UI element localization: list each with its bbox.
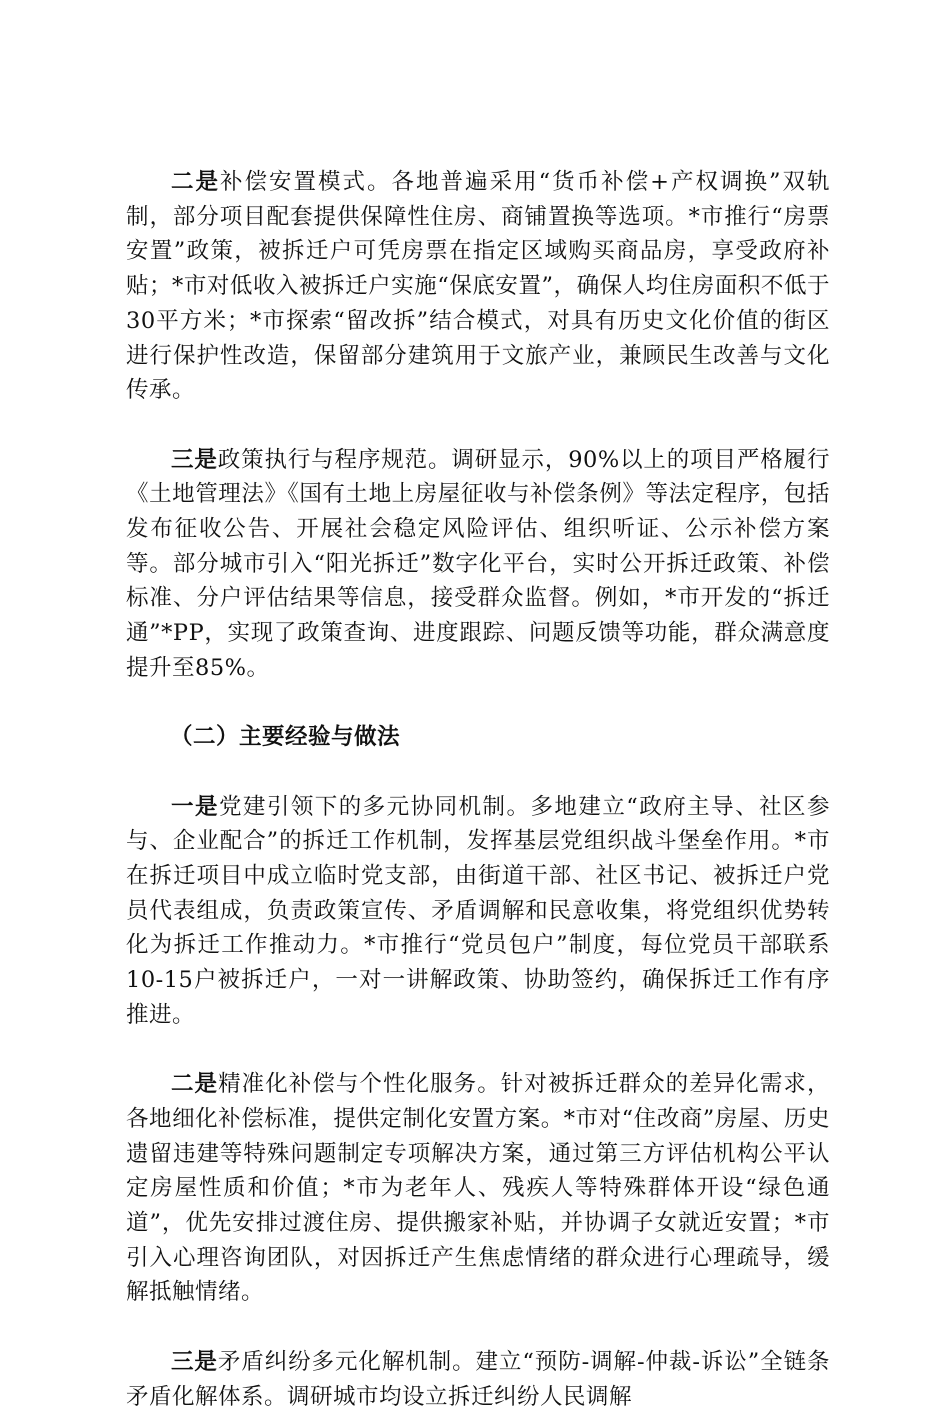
paragraph-text: 精准化补偿与个性化服务。针对被拆迁群众的差异化需求，各地细化补偿标准，提供定制化安置方案。*市对“住改商”房屋、历史遗留违建等特殊问题制定专项解决方案，通过第三方评估机构公平认定房屋性质和价值；*市为老年人、残疾人等特殊群体开设“绿色通道”，优先安排过渡住房、提供搬家补贴，并协调子女就近安置；*市引入心理咨询团队，对因拆迁产生焦虑情绪的群众进行心理疏导，缓解抵触情绪。 xyxy=(126,1071,830,1306)
paragraph-text: 补偿安置模式。各地普遍采用“货币补偿+产权调换”双轨制，部分项目配套提供保障性住房、商铺置换等选项。*市推行“房票安置”政策，被拆迁户可凭房票在指定区域购买商品房，享受政府补贴；*市对低收入被拆迁户实施“保底安置”，确保人均住房面积不低于30平方米；*市探索“留改拆”结合模式，对具有历史文化价值的街区进行保护性改造，保留部分建筑用于文旅产业，兼顾民生改善与文化传承。 xyxy=(126,169,830,404)
paragraph-lead: 三是 xyxy=(171,1348,218,1375)
paragraph-gap xyxy=(126,408,830,443)
paragraph-precise-compensation xyxy=(126,1067,830,1310)
paragraph-policy-execution xyxy=(126,443,830,686)
paragraph-text: 政策执行与程序规范。调研显示，90%以上的项目严格履行《土地管理法》《国有土地上房屋征收与补偿条例》等法定程序，包括发布征收公告、开展社会稳定风险评估、组织听证、公示补偿方案等。部分城市引入“阳光拆迁”数字化平台，实时公开拆迁政策、补偿标准、分户评估结果等信息，接受群众监督。例如，*市开发的“拆迁通”*PP，实现了政策查询、进度跟踪、问题反馈等功能，群众满意度提升至85%。 xyxy=(126,446,830,681)
paragraph-text: 矛盾纠纷多元化解机制。建立“预防-调解-仲裁-诉讼”全链条矛盾化解体系。调研城市均设立拆迁纠纷人民调解 xyxy=(126,1348,830,1410)
paragraph-lead: 三是 xyxy=(171,446,218,473)
paragraph-text: 党建引领下的多元协同机制。多地建立“政府主导、社区参与、企业配合”的拆迁工作机制，发挥基层党组织战斗堡垒作用。*市在拆迁项目中成立临时党支部，由街道干部、社区书记、被拆迁户党员代表组成，负责政策宣传、矛盾调解和民意收集，将党组织优势转化为拆迁工作推动力。*市推行“党员包户”制度，每位党员干部联系10-15户被拆迁户，一对一讲解政策、协助签约，确保拆迁工作有序推进。 xyxy=(126,793,830,1028)
paragraph-party-coordination xyxy=(126,790,830,1033)
section-heading: （二）主要经验与做法 xyxy=(170,724,401,751)
paragraph-lead: 二是 xyxy=(171,1071,219,1098)
document-page xyxy=(126,165,830,1414)
paragraph-lead: 二是 xyxy=(171,169,221,195)
paragraph-dispute-resolution xyxy=(126,1345,830,1414)
paragraph-gap xyxy=(126,755,830,790)
paragraph-lead: 一是 xyxy=(171,793,219,820)
paragraph-gap xyxy=(126,686,830,721)
paragraph-gap xyxy=(126,1033,830,1068)
paragraph-compensation-model xyxy=(126,165,830,408)
paragraph-gap xyxy=(126,1310,830,1345)
